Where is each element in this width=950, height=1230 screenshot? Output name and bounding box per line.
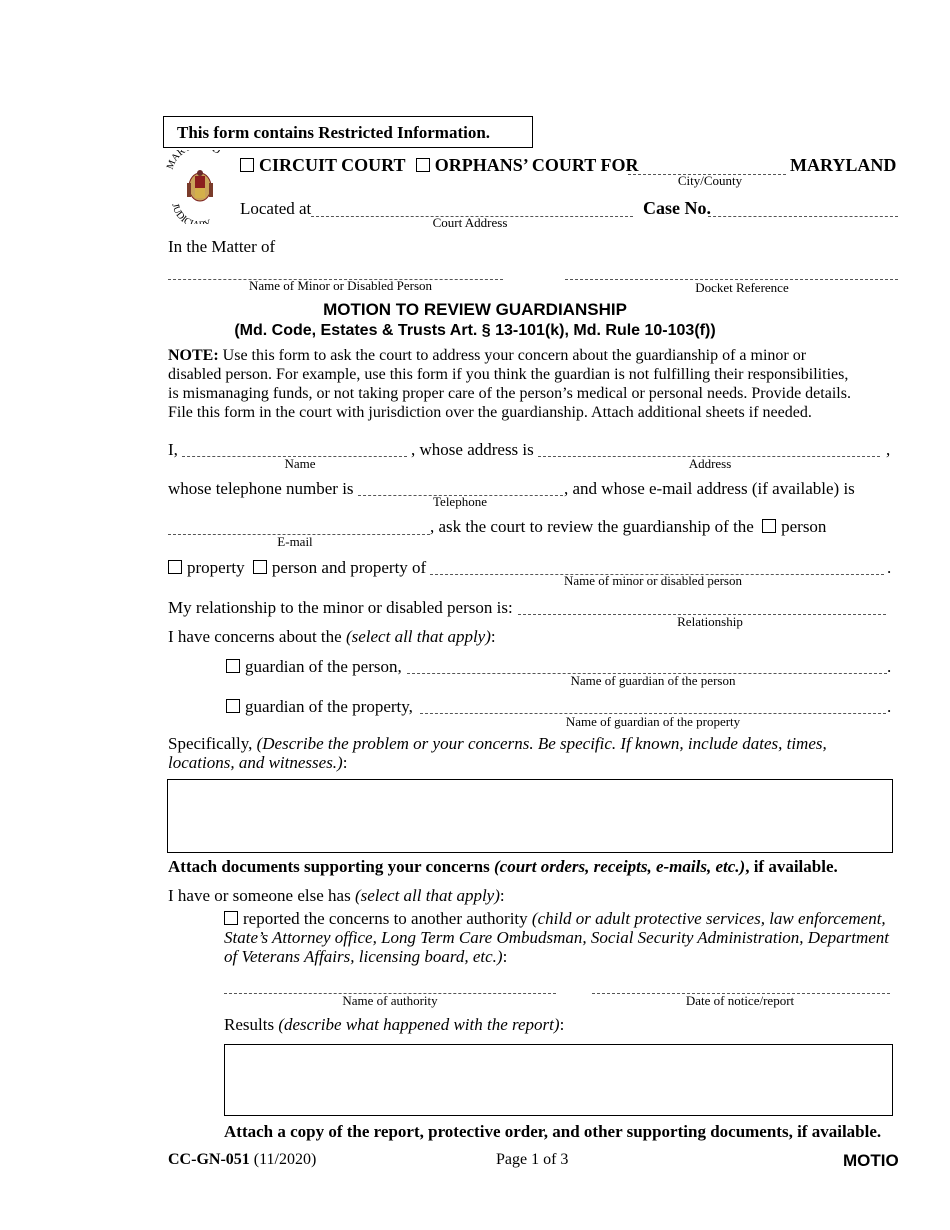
concerns-hint: (select all that apply) bbox=[345, 627, 491, 646]
results-label: Results bbox=[224, 1015, 275, 1034]
note-line-1: Use this form to ask the court to address your concern about the guardianship of a minor or bbox=[218, 347, 807, 364]
someone-else-colon: : bbox=[499, 886, 505, 905]
specifically-label: Specifically, bbox=[168, 734, 253, 753]
svg-text:JUDICIARY: JUDICI bbox=[169, 202, 195, 224]
case-no-field[interactable] bbox=[708, 216, 898, 217]
footer-form-date: (11/2020) bbox=[249, 1151, 317, 1168]
restricted-notice-text: This form contains Restricted Information. bbox=[177, 123, 491, 142]
specifically-colon: : bbox=[342, 753, 348, 772]
attach-documents-examples: (court orders, receipts, e-mails, etc.) bbox=[494, 857, 746, 876]
specifically-hint-1: (Describe the problem or your concerns. Be specific. If known, include dates, times, bbox=[256, 734, 827, 753]
telephone-caption: Telephone bbox=[433, 494, 487, 509]
specifically-paragraph bbox=[168, 734, 888, 772]
name-caption: Name bbox=[284, 456, 316, 471]
results-row bbox=[224, 1015, 564, 1035]
results-hint: (describe what happened with the report) bbox=[278, 1015, 560, 1034]
restricted-notice bbox=[163, 116, 533, 148]
reported-hint-1: (child or adult protective services, law enforcement, bbox=[531, 909, 886, 928]
property-label: property bbox=[187, 558, 245, 577]
address-caption: Address bbox=[688, 456, 732, 471]
guardianship-person-and-property-checkbox[interactable] bbox=[253, 560, 267, 574]
guardianship-property-checkbox[interactable] bbox=[168, 560, 182, 574]
maryland-judiciary-seal bbox=[166, 150, 234, 224]
reported-colon: : bbox=[502, 947, 508, 966]
form-title: MOTION TO REVIEW GUARDIANSHIP bbox=[323, 300, 627, 319]
maryland-label: MARYLAND bbox=[790, 155, 897, 175]
reported-hint-2: State’s Attorney office, Long Term Care Ombudsman, Social Security Administration, Department bbox=[224, 928, 890, 947]
someone-else-hint: (select all that apply) bbox=[354, 886, 500, 905]
guardianship-person-checkbox[interactable] bbox=[762, 519, 776, 533]
guardian-person-label: guardian of the person, bbox=[245, 657, 402, 676]
note-line-2: disabled person. For example, use this form if you think the guardian is not fulfilling their responsibilities, bbox=[168, 366, 849, 383]
guardian-person-caption: Name of guardian of the person bbox=[570, 673, 736, 688]
property-row-period: . bbox=[887, 558, 892, 577]
circuit-court-label: CIRCUIT COURT bbox=[259, 155, 406, 175]
reported-paragraph bbox=[224, 909, 914, 966]
attach-documents-line bbox=[168, 857, 838, 877]
footer-form-id: CC-GN-051 bbox=[168, 1151, 250, 1168]
ask-court-row bbox=[430, 517, 826, 537]
guardian-person-row bbox=[226, 657, 402, 677]
ask-court-text: , ask the court to review the guardianship of the bbox=[430, 517, 754, 536]
note-line-4: File this form in the court with jurisdiction over the guardianship. Attach additional sheets if needed. bbox=[168, 404, 812, 421]
guardian-property-checkbox[interactable] bbox=[226, 699, 240, 713]
guardian-property-row bbox=[226, 697, 413, 717]
results-textarea[interactable] bbox=[224, 1044, 893, 1116]
located-at-label: Located at bbox=[240, 199, 312, 218]
note-line-3: is mismanaging funds, or not taking proper care of the person’s medical or personal needs. Provide details. bbox=[168, 385, 851, 402]
guardian-property-label: guardian of the property, bbox=[245, 697, 413, 716]
results-colon: : bbox=[559, 1015, 565, 1034]
someone-else-row bbox=[168, 886, 505, 906]
relationship-caption: Relationship bbox=[677, 614, 743, 629]
in-the-matter-label: In the Matter of bbox=[168, 237, 276, 256]
concerns-label: I have concerns about the bbox=[168, 627, 342, 646]
guardian-property-caption: Name of guardian of the property bbox=[565, 714, 741, 729]
orphans-court-label: ORPHANS’ COURT FOR bbox=[434, 155, 639, 175]
i-label: I, bbox=[168, 440, 178, 459]
guardian-person-checkbox[interactable] bbox=[226, 659, 240, 673]
minor-name-caption-2: Name of minor or disabled person bbox=[564, 573, 742, 588]
email-intro-label: , and whose e-mail address (if available) is bbox=[564, 479, 855, 498]
city-county-caption: City/County bbox=[677, 173, 743, 188]
reported-checkbox[interactable] bbox=[224, 911, 238, 925]
property-row bbox=[168, 558, 426, 578]
court-address-caption: Court Address bbox=[432, 215, 508, 230]
person-and-property-label: person and property of bbox=[271, 558, 427, 577]
email-caption: E-mail bbox=[277, 534, 313, 549]
concerns-description-textarea[interactable] bbox=[167, 779, 893, 853]
reported-label: reported the concerns to another authority bbox=[243, 909, 528, 928]
footer-short-title: MOTIO bbox=[843, 1151, 899, 1170]
note-label: NOTE: bbox=[168, 347, 219, 364]
concerns-label-row bbox=[168, 627, 496, 647]
attach-report-text: Attach a copy of the report, protective order, and other supporting documents, if available. bbox=[224, 1122, 882, 1141]
circuit-court-checkbox[interactable] bbox=[240, 158, 254, 172]
svg-text:MARYLAND: MAR D bbox=[166, 150, 223, 172]
someone-else-label: I have or someone else has bbox=[168, 886, 351, 905]
footer-form-id-row bbox=[168, 1151, 316, 1169]
case-no-label: Case No. bbox=[643, 198, 711, 218]
note-paragraph bbox=[168, 346, 908, 422]
guardian-person-period: . bbox=[887, 657, 892, 676]
concerns-colon: : bbox=[490, 627, 496, 646]
orphans-court-checkbox[interactable] bbox=[416, 158, 430, 172]
authority-name-caption: Name of authority bbox=[342, 993, 438, 1008]
footer-page-number: Page 1 of 3 bbox=[496, 1151, 569, 1168]
attach-documents-tail: , if available. bbox=[745, 857, 838, 876]
reported-hint-3: of Veterans Affairs, licensing board, etc.) bbox=[224, 947, 503, 966]
address-comma: , bbox=[886, 440, 891, 459]
form-subtitle: (Md. Code, Estates & Trusts Art. § 13-101(k), Md. Rule 10-103(f)) bbox=[234, 322, 716, 339]
guardian-property-period: . bbox=[887, 697, 892, 716]
relationship-label: My relationship to the minor or disabled person is: bbox=[168, 598, 513, 617]
notice-date-caption: Date of notice/report bbox=[685, 993, 795, 1008]
person-label: person bbox=[781, 517, 827, 536]
minor-name-caption: Name of Minor or Disabled Person bbox=[248, 278, 433, 293]
attach-documents-text: Attach documents supporting your concerns bbox=[168, 857, 495, 876]
court-line bbox=[240, 155, 638, 176]
specifically-hint-2: locations, and witnesses.) bbox=[168, 753, 343, 772]
whose-address-label: , whose address is bbox=[411, 440, 534, 459]
docket-reference-caption: Docket Reference bbox=[695, 280, 789, 295]
telephone-label: whose telephone number is bbox=[168, 479, 354, 498]
